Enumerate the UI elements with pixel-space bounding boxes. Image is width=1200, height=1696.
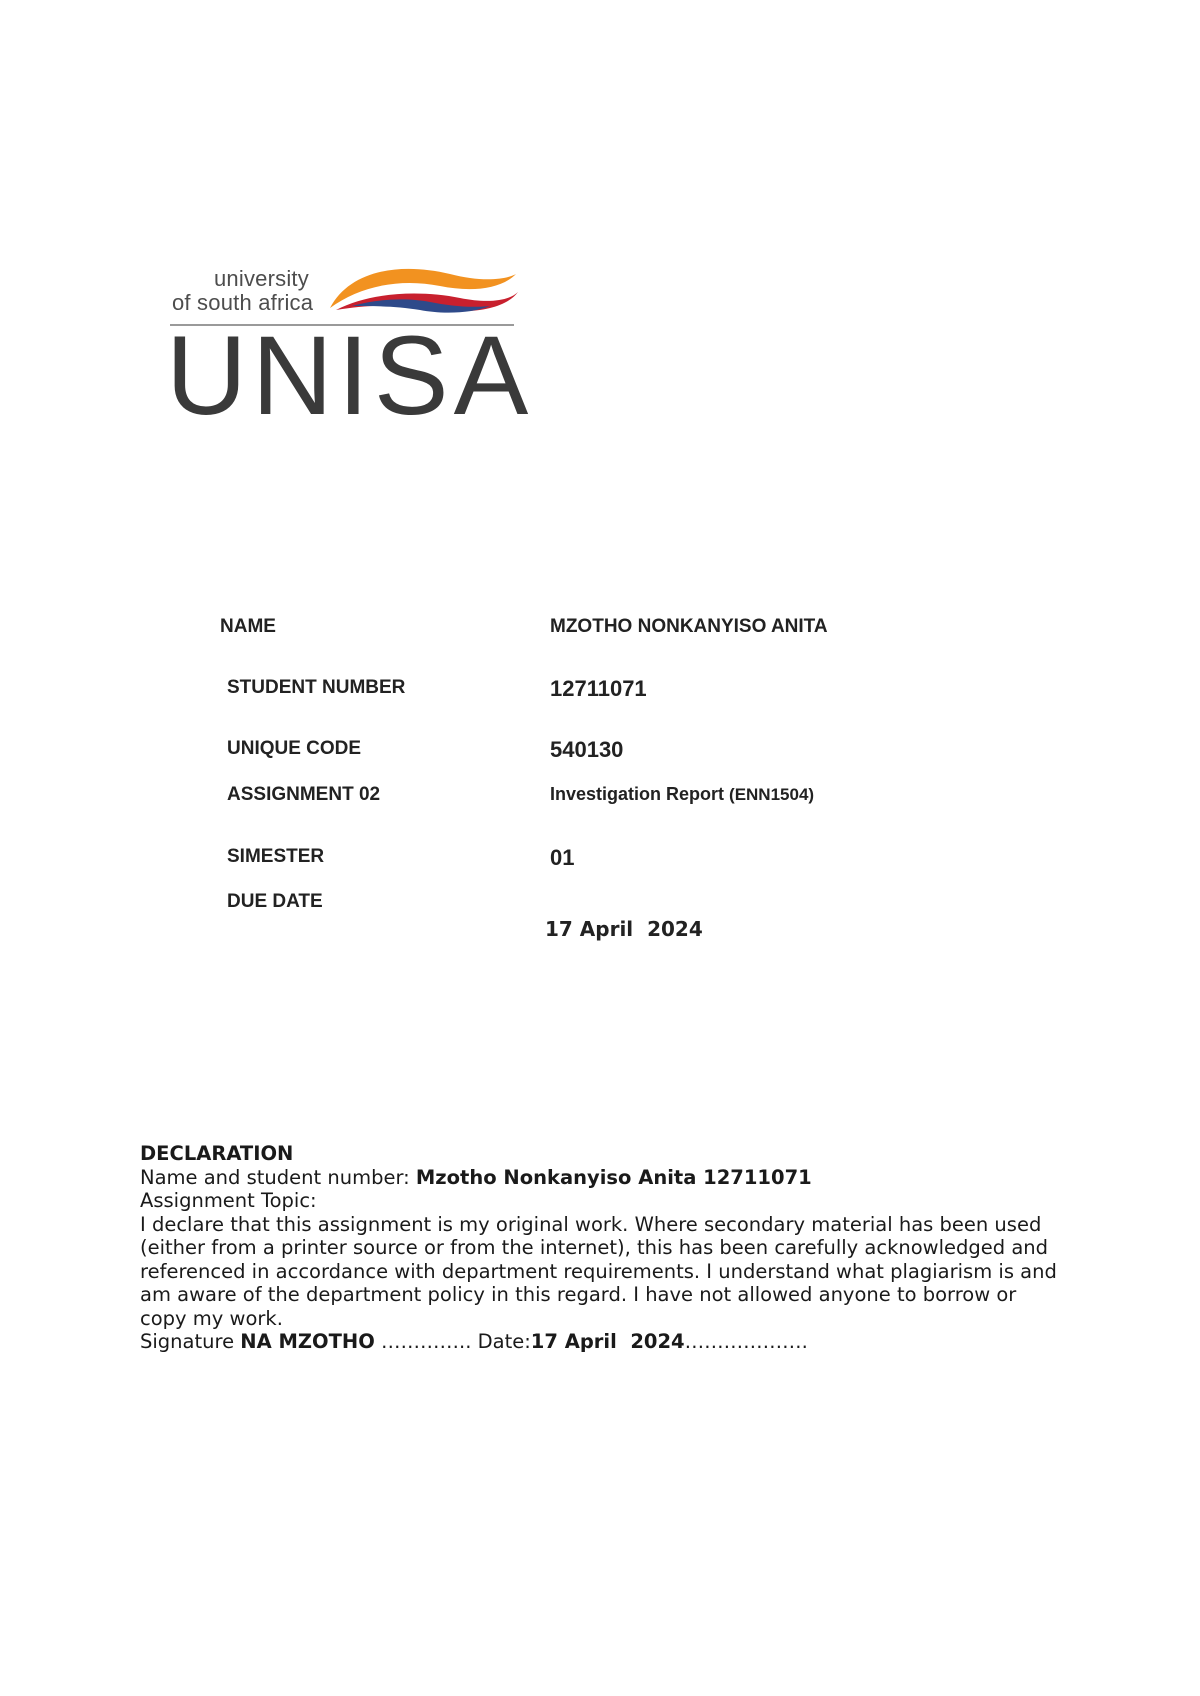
date-dots: ………………. [684,1330,808,1353]
signature-dots: ………….. Date: [374,1330,531,1353]
field-value-unique-code: 540130 [550,737,624,762]
field-label-assignment: ASSIGNMENT 02 [227,784,381,805]
field-label-due-date: DUE DATE [227,891,323,912]
field-label-semester: SIMESTER [227,846,325,867]
field-label-name: NAME [220,616,276,637]
declaration-name-prefix: Name and student number: [140,1165,416,1189]
declaration-name-line [140,1166,1060,1190]
declaration-block [140,1142,1060,1354]
signature-prefix: Signature [140,1330,241,1353]
field-value-name: MZOTHO NONKANYISO ANITA [550,616,828,637]
declaration-heading: DECLARATION [140,1142,294,1165]
unisa-logo [166,262,534,438]
assignment-title: Investigation Report [550,784,725,804]
declaration-signature-line [140,1330,1060,1354]
logo-line-university: university [214,266,309,291]
assignment-course-code: (ENN1504) [729,785,815,804]
logo-line-south-africa: of south africa [172,290,314,315]
field-value-due-date: 17 April 2024 [545,917,703,941]
logo-wordmark: UNISA [166,313,534,438]
field-value-student-number: 12711071 [550,676,647,701]
signature-value: NA MZOTHO [240,1330,375,1353]
field-value-semester: 01 [550,845,575,870]
field-label-unique-code: UNIQUE CODE [227,738,362,759]
declaration-body: I declare that this assignment is my original work. Where secondary material has been used (either from a printer source or from the internet), this has been carefully acknowledged and referenced in accordance with department requirements. I understand what plagiarism is and am aware of the department policy in this regard. I have not allowed anyone to borrow or copy my work. [140,1212,1057,1330]
declaration-date-value: 17 April 2024 [530,1330,685,1353]
field-label-student-number: STUDENT NUMBER [227,677,406,698]
declaration-name-value: Mzotho Nonkanyiso Anita 12711071 [415,1165,812,1189]
field-value-assignment [550,784,814,805]
declaration-topic: Assignment Topic: [140,1189,317,1212]
